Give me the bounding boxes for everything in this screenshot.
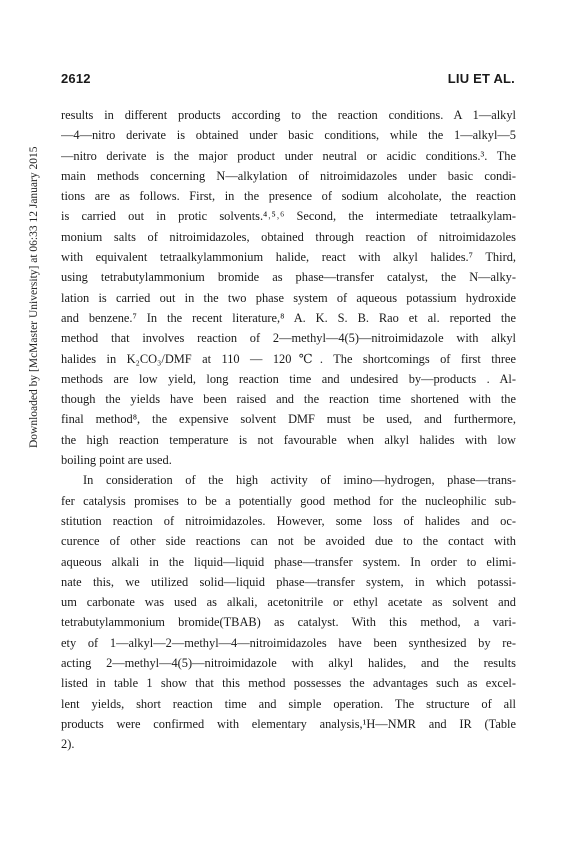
text-line: —4—nitro derivate is obtained under basic conditions, while the 1—alkyl—5 — [61, 128, 516, 143]
text-line: —nitro derivate is the major product under neutral or acidic conditions.³. The — [61, 148, 516, 163]
article-body — [61, 105, 516, 755]
text-line: lent yields, short reaction time and simple operation. The structure of all — [61, 696, 516, 711]
text-line: methods are low yield, long reaction time and undesired by—products . Al- — [61, 371, 516, 386]
text-line: monium salts of nitroimidazoles, obtained through reaction of nitroimidazoles — [61, 229, 516, 244]
text-line: acting 2—methyl—4(5)—nitroimidazole with alkyl halides, and the results — [61, 656, 516, 671]
text-line: halides in K₂CO₃/DMF at 110 — 120℃. The shortcomings of first three — [61, 351, 516, 366]
text-line: is carried out in protic solvents.⁴˒⁵˒⁶ Second, the intermediate tetraalkylam- — [61, 209, 516, 224]
text-line: boiling point are used. — [61, 453, 172, 468]
text-line: tions are as follows. First, in the presence of sodium alcoholate, the reaction — [61, 189, 516, 204]
text-line: listed in table 1 show that this method possesses the advantages such as excel- — [61, 676, 516, 691]
text-line: 2). — [61, 737, 75, 752]
text-line: and benzene.⁷ In the recent literature,⁸ A. K. S. B. Rao et al. reported the — [61, 310, 516, 325]
text-line: tetrabutylammonium bromide(TBAB) as catalyst. With this method, a vari- — [61, 615, 516, 630]
text-line: ety of 1—alkyl—2—methyl—4—nitroimidazoles have been synthesized by re- — [61, 635, 516, 650]
text-line: stitution reaction of nitroimidazoles. However, some loss of halides and oc- — [61, 513, 516, 528]
text-line: fer catalysis promises to be a potentially good method for the nucleophilic sub- — [61, 493, 516, 508]
text-line: though the yields have been raised and the reaction time shortened with the — [61, 392, 516, 407]
running-head: LIU ET AL. — [447, 71, 515, 86]
text-line: final method⁸, the expensive solvent DMF must be used, and furthermore, — [61, 412, 516, 427]
text-line: method that involves reaction of 2—methyl—4(5)—nitroimidazole with alkyl — [61, 331, 516, 346]
text-line: main methods concerning N—alkylation of nitroimidazoles under basic condi- — [61, 168, 516, 183]
text-line: curence of other side reactions can not be avoided due to the contact with — [61, 534, 516, 549]
text-line: with equivalent tetraalkylammonium halide, react with alkyl halides.⁷ Third, — [61, 250, 516, 265]
page-number: 2612 — [61, 71, 91, 86]
text-line: In consideration of the high activity of imino—hydrogen, phase—trans- — [83, 473, 516, 488]
text-line: lation is carried out in the two phase system of aqueous potassium hydroxide — [61, 290, 516, 305]
text-line: the high reaction temperature is not favourable when alkyl halides with low — [61, 432, 516, 447]
text-line: results in different products according to the reaction conditions. A 1—alkyl — [61, 108, 516, 122]
download-watermark: Downloaded by [McMaster University] at 06:33 12 January 2015 — [28, 146, 40, 448]
text-line: nate this, we utilized solid—liquid phase—transfer system, in which potassi- — [61, 574, 516, 589]
text-line: um carbonate was used as alkali, acetonitrile or ethyl acetate as solvent and — [61, 595, 516, 610]
text-line: using tetrabutylammonium bromide as phase—transfer catalyst, the N—alky- — [61, 270, 516, 285]
text-line: aqueous alkali in the liquid—liquid phase—transfer system. In order to elimi- — [61, 554, 516, 569]
text-line: products were confirmed with elementary analysis,¹H—NMR and IR (Table — [61, 716, 516, 731]
